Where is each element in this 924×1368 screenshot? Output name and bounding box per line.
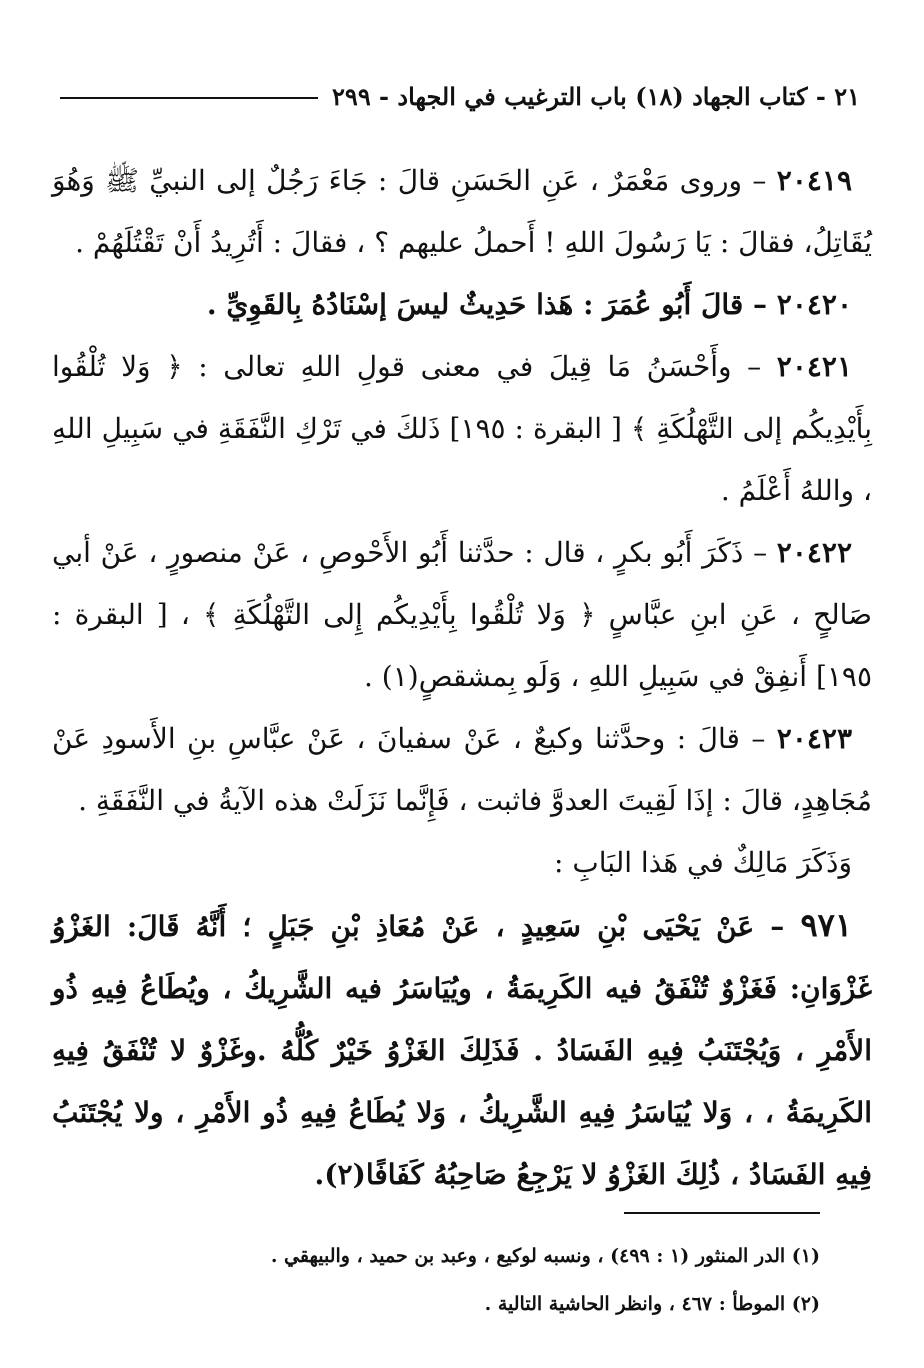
paragraph-text: – قالَ : وحدَّثنا وكيعٌ ، عَنْ سفيانَ ، عَنْ عبَّاسِ بنِ الأَسودِ عَنْ مُجَاهِدٍ، قالَ : إذَا لَقِيتَ العدوَّ فاثبت ، فَإِنَّما نَزَلَتْ هذه الآيةُ في النَّفَقَةِ . <box>52 722 872 817</box>
paragraph-number: ٢٠٤٢٢ <box>776 536 852 569</box>
paragraph-text: – وأَحْسَنُ مَا قِيلَ في معنى قولِ اللهِ تعالى : ﴿ وَلا تُلْقُوا بِأَيْدِيكُم إلى التَّهْلُكَةِ ﴾ [ البقرة : ١٩٥] ذَلكَ في تَرْكِ النَّفَقَةِ في سَبِيلِ اللهِ ، واللهُ أَعْلَمُ . <box>52 350 872 507</box>
footnote-1: (١) الدر المنثور (١ : ٤٩٩) ، ونسبه لوكيع ، وعبد بن حميد ، والبيهقي . <box>270 1245 820 1267</box>
paragraph-number: ٢٠٤٢١ <box>776 350 852 383</box>
paragraph-text: وَذَكَرَ مَالِكٌ في هَذا البَابِ : <box>554 846 852 879</box>
paragraph-text: – وروى مَعْمَرٌ ، عَنِ الحَسَنِ قالَ : جَاءَ رَجُلٌ إلى النبيِّ ﷺ وَهُوَ يُقَاتِلُ، فقالَ : يَا رَسُولَ اللهِ ! أَحملُ عليهم ؟ ، فقالَ : أَتُرِيدُ أَنْ تَقْتُلَهُمْ . <box>52 164 872 259</box>
paragraph-text: – ذَكَرَ أَبُو بكرٍ ، قال : حدَّثنا أَبُو الأَحْوصِ ، عَنْ منصورٍ ، عَنْ أبي صَالحٍ ، عَنِ ابنِ عبَّاسٍ ﴿ وَلا تُلْقُوا بِأَيْدِيكُم إِلى التَّهْلُكَةِ ﴾ ، [ البقرة : ١٩٥] أَنفِقْ في سَبِيلِ اللهِ ، وَلَو بِمشقصٍ(١) . <box>52 536 872 693</box>
paragraph-malik-intro <box>52 832 872 894</box>
paragraph-number: ٢٠٤٢٣ <box>776 722 852 755</box>
main-text <box>52 150 872 1206</box>
paragraph-number: ٢٠٤٢٠ <box>776 288 852 321</box>
paragraph-20419 <box>52 150 872 274</box>
paragraph-20420 <box>52 274 872 336</box>
header-title: ٢١ - كتاب الجهاد (١٨) باب الترغيب في الجهاد - ٢٩٩ <box>332 81 860 111</box>
paragraph-20421 <box>52 336 872 522</box>
footnote-2: (٢) الموطأ : ٤٦٧ ، وانظر الحاشية التالية . <box>484 1293 820 1315</box>
paragraph-971 <box>52 894 872 1206</box>
paragraph-20423 <box>52 708 872 832</box>
footnote-rule <box>624 1212 820 1214</box>
footnotes <box>60 1232 820 1328</box>
paragraph-number: ٩٧١ <box>800 906 853 944</box>
running-header <box>60 78 860 114</box>
header-rule <box>60 97 318 99</box>
paragraph-20422 <box>52 522 872 708</box>
paragraph-number: ٢٠٤١٩ <box>776 164 852 197</box>
paragraph-text: – عَنْ يَحْيَى بْنِ سَعِيدٍ ، عَنْ مُعَاذِ بْنِ جَبَلٍ ؛ أَنَّهُ قَالَ: الغَزْوُ غَزْوَانِ: فَغَزْوٌ تُنْفَقُ فيه الكَرِيمَةُ ، ويُيَاسَرُ فيه الشَّرِيكُ ، ويُطَاعُ فِيهِ ذُو الأَمْرِ ، وَيُجْتَنَبُ فِيهِ الفَسَادُ . فَذَلِكَ الغَزْوُ خَيْرٌ كُلُّهُ .وغَزْوٌ لا تُنْفَقُ فِيهِ الكَرِيمَةُ ، ، وَلا يُيَاسَرُ فِيهِ الشَّرِيكُ ، وَلا يُطَاعُ فِيهِ ذُو الأَمْرِ ، ولا يُجْتَنَبُ فِيهِ الفَسَادُ ، ذُلِكَ الغَزْوُ لا يَرْجِعُ صَاحِبُهُ كَفَافًا(٢). <box>52 910 872 1191</box>
paragraph-text: – قالَ أَبُو عُمَرَ : هَذا حَدِيثٌ ليسَ إسْنَادُهُ بِالقَوِيِّ . <box>206 288 777 321</box>
